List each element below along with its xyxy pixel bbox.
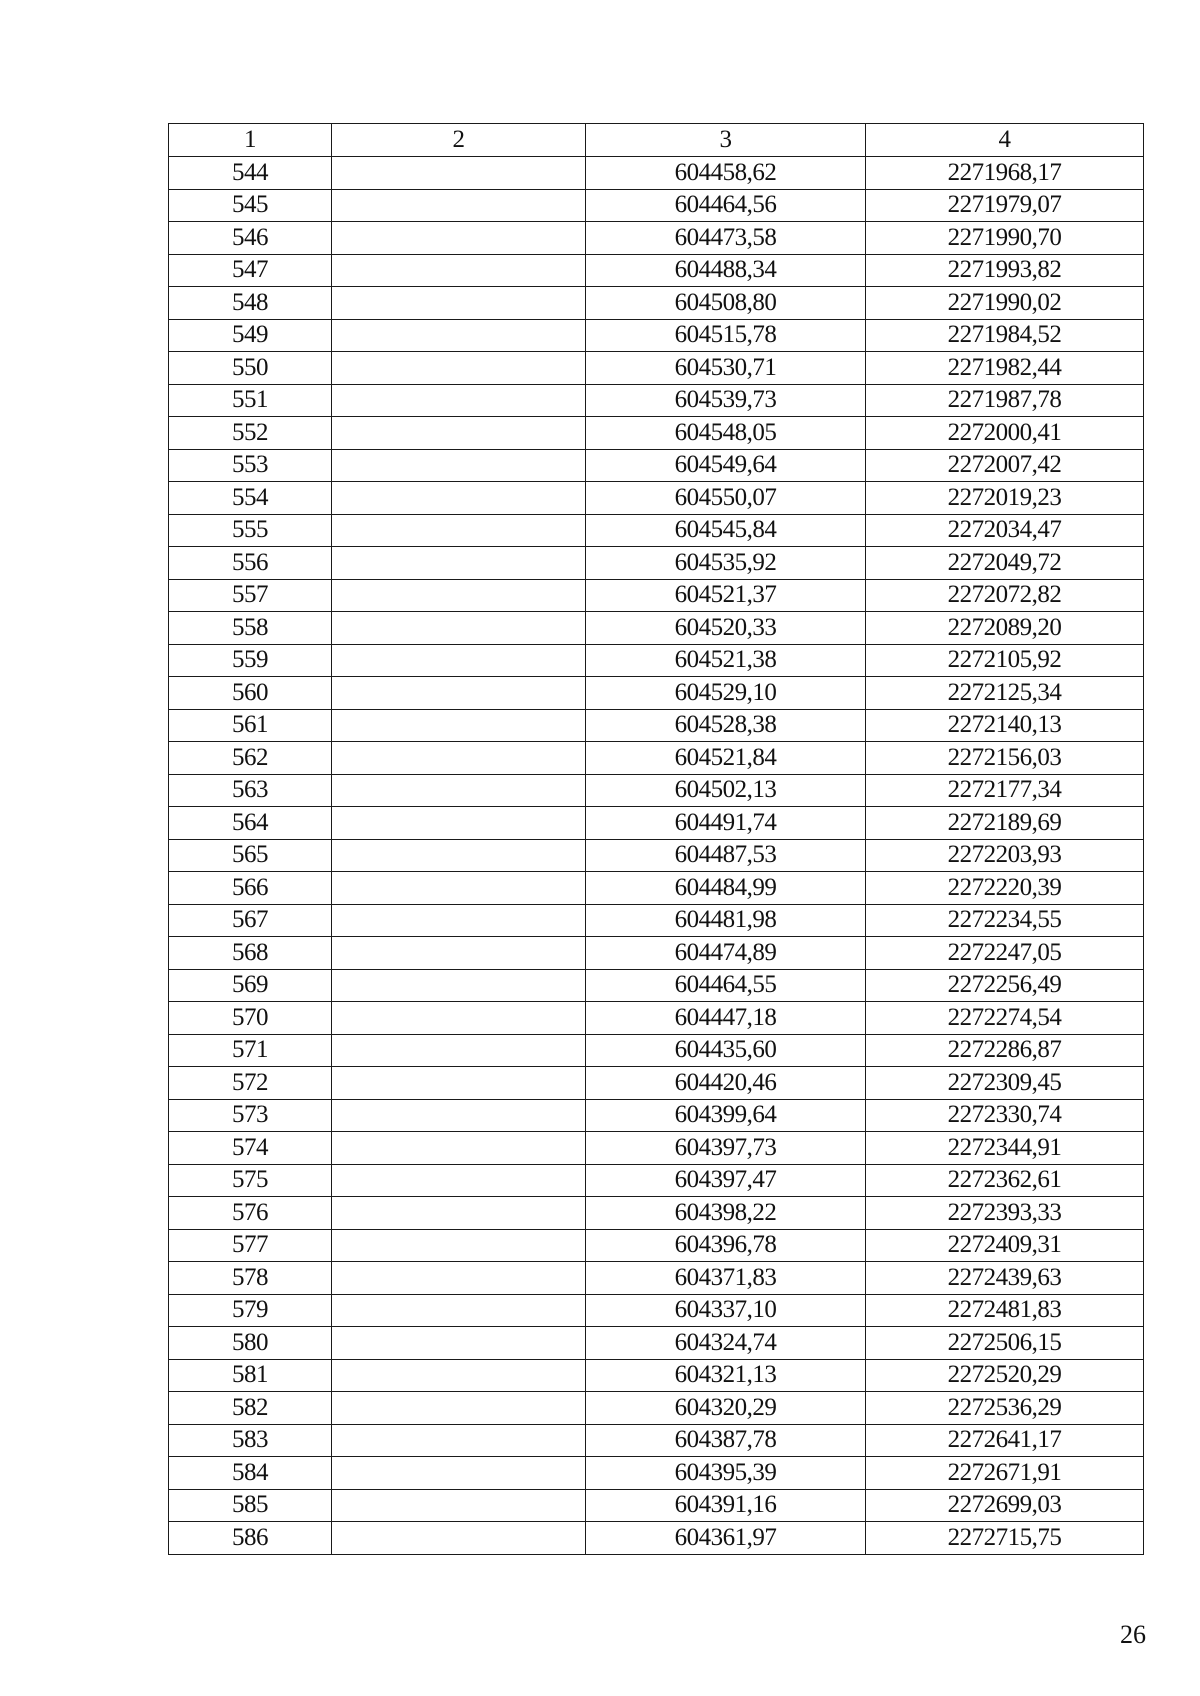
table-row [169,222,1144,255]
cell-col-1: 571 [169,1034,332,1067]
cell-col-3: 604447,18 [586,1002,866,1035]
cell-col-4: 2272309,45 [866,1067,1144,1100]
table-row [169,644,1144,677]
table-row [169,937,1144,970]
cell-col-2 [332,319,586,352]
table-row [169,579,1144,612]
table-header [169,124,1144,157]
cell-col-4: 2272362,61 [866,1164,1144,1197]
cell-col-2 [332,417,586,450]
cell-col-1: 553 [169,449,332,482]
cell-col-1: 551 [169,384,332,417]
table-row [169,1522,1144,1555]
cell-col-2 [332,1359,586,1392]
cell-col-3: 604529,10 [586,677,866,710]
table-row [169,1392,1144,1425]
cell-col-1: 570 [169,1002,332,1035]
table-row [169,514,1144,547]
table-row [169,774,1144,807]
page-number: 26 [1120,1620,1146,1649]
cell-col-3: 604387,78 [586,1424,866,1457]
table-row [169,1132,1144,1165]
cell-col-4: 2272156,03 [866,742,1144,775]
cell-col-4: 2271968,17 [866,157,1144,190]
cell-col-3: 604548,05 [586,417,866,450]
cell-col-2 [332,384,586,417]
cell-col-4: 2272520,29 [866,1359,1144,1392]
cell-col-1: 550 [169,352,332,385]
cell-col-1: 584 [169,1457,332,1490]
table-row [169,709,1144,742]
cell-col-3: 604549,64 [586,449,866,482]
table-row [169,254,1144,287]
cell-col-2 [332,1197,586,1230]
cell-col-4: 2272019,23 [866,482,1144,515]
table-row [169,157,1144,190]
cell-col-2 [332,1424,586,1457]
cell-col-1: 544 [169,157,332,190]
cell-col-2 [332,1229,586,1262]
table-row [169,1262,1144,1295]
table-row [169,1457,1144,1490]
cell-col-2 [332,1067,586,1100]
cell-col-3: 604337,10 [586,1294,866,1327]
table-row [169,547,1144,580]
cell-col-1: 552 [169,417,332,450]
cell-col-2 [332,1262,586,1295]
table-row [169,742,1144,775]
cell-col-2 [332,904,586,937]
cell-col-3: 604398,22 [586,1197,866,1230]
cell-col-2 [332,937,586,970]
cell-col-1: 558 [169,612,332,645]
cell-col-3: 604458,62 [586,157,866,190]
table-row [169,839,1144,872]
cell-col-2 [332,449,586,482]
cell-col-4: 2271984,52 [866,319,1144,352]
table-row [169,1034,1144,1067]
cell-col-3: 604320,29 [586,1392,866,1425]
cell-col-1: 557 [169,579,332,612]
cell-col-2 [332,352,586,385]
table-row [169,1197,1144,1230]
cell-col-1: 564 [169,807,332,840]
cell-col-2 [332,839,586,872]
cell-col-4: 2271982,44 [866,352,1144,385]
cell-col-4: 2272089,20 [866,612,1144,645]
cell-col-3: 604371,83 [586,1262,866,1295]
table-row [169,1229,1144,1262]
table-row [169,677,1144,710]
cell-col-3: 604521,84 [586,742,866,775]
cell-col-3: 604391,16 [586,1489,866,1522]
cell-col-4: 2272105,92 [866,644,1144,677]
cell-col-1: 546 [169,222,332,255]
cell-col-3: 604395,39 [586,1457,866,1490]
cell-col-1: 561 [169,709,332,742]
cell-col-2 [332,872,586,905]
table-row [169,449,1144,482]
cell-col-1: 582 [169,1392,332,1425]
cell-col-3: 604515,78 [586,319,866,352]
cell-col-2 [332,157,586,190]
cell-col-3: 604399,64 [586,1099,866,1132]
cell-col-4: 2272247,05 [866,937,1144,970]
cell-col-1: 548 [169,287,332,320]
cell-col-4: 2271987,78 [866,384,1144,417]
cell-col-3: 604528,38 [586,709,866,742]
cell-col-3: 604484,99 [586,872,866,905]
cell-col-3: 604520,33 [586,612,866,645]
cell-col-4: 2272125,34 [866,677,1144,710]
cell-col-4: 2272481,83 [866,1294,1144,1327]
cell-col-3: 604502,13 [586,774,866,807]
header-cell-3: 3 [586,124,866,157]
cell-col-2 [332,774,586,807]
cell-col-4: 2272256,49 [866,969,1144,1002]
table-row [169,807,1144,840]
cell-col-3: 604324,74 [586,1327,866,1360]
cell-col-3: 604508,80 [586,287,866,320]
cell-col-2 [332,742,586,775]
cell-col-2 [332,1294,586,1327]
cell-col-4: 2272189,69 [866,807,1144,840]
cell-col-4: 2271979,07 [866,189,1144,222]
table-row [169,482,1144,515]
cell-col-1: 560 [169,677,332,710]
cell-col-2 [332,969,586,1002]
cell-col-1: 576 [169,1197,332,1230]
cell-col-3: 604488,34 [586,254,866,287]
cell-col-4: 2272072,82 [866,579,1144,612]
cell-col-4: 2272641,17 [866,1424,1144,1457]
cell-col-2 [332,287,586,320]
cell-col-3: 604420,46 [586,1067,866,1100]
cell-col-3: 604481,98 [586,904,866,937]
table-row [169,189,1144,222]
cell-col-4: 2272234,55 [866,904,1144,937]
table-row [169,417,1144,450]
cell-col-1: 581 [169,1359,332,1392]
cell-col-4: 2272344,91 [866,1132,1144,1165]
cell-col-3: 604530,71 [586,352,866,385]
cell-col-4: 2272536,29 [866,1392,1144,1425]
cell-col-1: 556 [169,547,332,580]
cell-col-1: 567 [169,904,332,937]
cell-col-3: 604545,84 [586,514,866,547]
cell-col-1: 577 [169,1229,332,1262]
cell-col-1: 586 [169,1522,332,1555]
cell-col-1: 545 [169,189,332,222]
cell-col-1: 579 [169,1294,332,1327]
cell-col-1: 563 [169,774,332,807]
cell-col-1: 547 [169,254,332,287]
cell-col-3: 604397,47 [586,1164,866,1197]
cell-col-2 [332,1392,586,1425]
cell-col-4: 2271990,70 [866,222,1144,255]
table-row [169,352,1144,385]
table-row [169,1099,1144,1132]
cell-col-2 [332,254,586,287]
cell-col-4: 2272274,54 [866,1002,1144,1035]
cell-col-1: 554 [169,482,332,515]
cell-col-2 [332,482,586,515]
cell-col-1: 578 [169,1262,332,1295]
cell-col-2 [332,1457,586,1490]
cell-col-4: 2272286,87 [866,1034,1144,1067]
cell-col-2 [332,677,586,710]
cell-col-2 [332,1132,586,1165]
cell-col-3: 604464,55 [586,969,866,1002]
cell-col-2 [332,612,586,645]
cell-col-1: 580 [169,1327,332,1360]
cell-col-2 [332,222,586,255]
cell-col-1: 562 [169,742,332,775]
cell-col-4: 2272000,41 [866,417,1144,450]
header-cell-2: 2 [332,124,586,157]
cell-col-4: 2272393,33 [866,1197,1144,1230]
cell-col-4: 2272409,31 [866,1229,1144,1262]
cell-col-4: 2272177,34 [866,774,1144,807]
cell-col-1: 573 [169,1099,332,1132]
cell-col-3: 604539,73 [586,384,866,417]
cell-col-3: 604487,53 [586,839,866,872]
cell-col-1: 569 [169,969,332,1002]
cell-col-2 [332,644,586,677]
cell-col-3: 604321,13 [586,1359,866,1392]
cell-col-2 [332,1099,586,1132]
cell-col-2 [332,514,586,547]
cell-col-2 [332,1489,586,1522]
cell-col-1: 559 [169,644,332,677]
table-row [169,1424,1144,1457]
coordinates-table [168,123,1144,1555]
cell-col-2 [332,579,586,612]
table-row [169,872,1144,905]
cell-col-3: 604491,74 [586,807,866,840]
table-row [169,969,1144,1002]
cell-col-3: 604521,38 [586,644,866,677]
cell-col-4: 2272203,93 [866,839,1144,872]
cell-col-3: 604535,92 [586,547,866,580]
table-row [169,1327,1144,1360]
cell-col-3: 604435,60 [586,1034,866,1067]
table-row [169,612,1144,645]
cell-col-1: 585 [169,1489,332,1522]
cell-col-1: 555 [169,514,332,547]
header-cell-4: 4 [866,124,1144,157]
table-body [169,157,1144,1555]
cell-col-2 [332,709,586,742]
cell-col-2 [332,1164,586,1197]
cell-col-1: 566 [169,872,332,905]
cell-col-4: 2272699,03 [866,1489,1144,1522]
table-row [169,1002,1144,1035]
table-row [169,1164,1144,1197]
table-row [169,384,1144,417]
cell-col-2 [332,1034,586,1067]
cell-col-1: 574 [169,1132,332,1165]
table-row [169,1359,1144,1392]
header-row [169,124,1144,157]
table-row [169,904,1144,937]
cell-col-4: 2271990,02 [866,287,1144,320]
cell-col-3: 604473,58 [586,222,866,255]
cell-col-3: 604464,56 [586,189,866,222]
table-row [169,1294,1144,1327]
cell-col-4: 2272439,63 [866,1262,1144,1295]
cell-col-1: 572 [169,1067,332,1100]
cell-col-2 [332,189,586,222]
cell-col-4: 2272506,15 [866,1327,1144,1360]
cell-col-2 [332,1522,586,1555]
cell-col-1: 565 [169,839,332,872]
cell-col-4: 2272049,72 [866,547,1144,580]
table-row [169,1489,1144,1522]
cell-col-3: 604474,89 [586,937,866,970]
cell-col-2 [332,547,586,580]
cell-col-3: 604397,73 [586,1132,866,1165]
cell-col-4: 2272330,74 [866,1099,1144,1132]
cell-col-4: 2272671,91 [866,1457,1144,1490]
cell-col-1: 575 [169,1164,332,1197]
cell-col-4: 2272007,42 [866,449,1144,482]
cell-col-4: 2272715,75 [866,1522,1144,1555]
header-cell-1: 1 [169,124,332,157]
table-row [169,319,1144,352]
cell-col-1: 568 [169,937,332,970]
table-row [169,287,1144,320]
cell-col-2 [332,807,586,840]
cell-col-3: 604361,97 [586,1522,866,1555]
table-row [169,1067,1144,1100]
cell-col-4: 2272140,13 [866,709,1144,742]
cell-col-2 [332,1327,586,1360]
cell-col-1: 549 [169,319,332,352]
cell-col-4: 2272034,47 [866,514,1144,547]
cell-col-1: 583 [169,1424,332,1457]
cell-col-4: 2271993,82 [866,254,1144,287]
cell-col-3: 604550,07 [586,482,866,515]
cell-col-3: 604521,37 [586,579,866,612]
cell-col-3: 604396,78 [586,1229,866,1262]
cell-col-4: 2272220,39 [866,872,1144,905]
cell-col-2 [332,1002,586,1035]
